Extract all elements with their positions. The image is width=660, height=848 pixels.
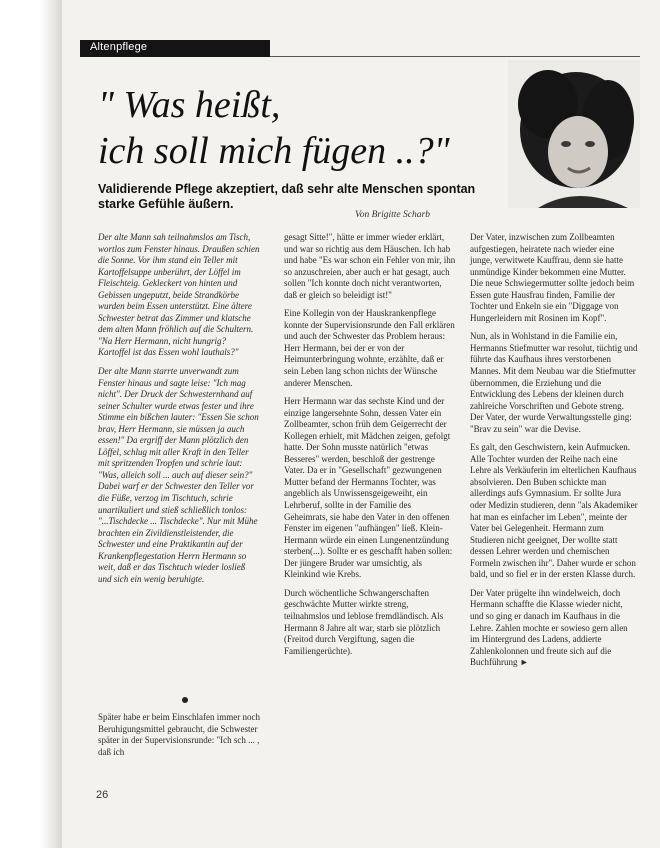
author-portrait-photo <box>508 60 640 208</box>
header-rule <box>270 56 640 57</box>
paragraph: Nun, als in Wohlstand in die Familie ein, Hermanns Stiefmutter war resolut, tüchtig und führte das Kaufhaus ihres verstorbenen Mannes. Mit dem Neubau war die Stiefmutter übernommen, die Erziehung und die Entwicklung des Lebens der kleinen durch zahlreiche Vorschriften und Gebote streng. Der Vater, der wurde Verwaltungsstelle ging: "Brav zu sein" war die Devise. <box>470 331 638 434</box>
page-gutter <box>0 0 62 848</box>
paragraph: Eine Kollegin von der Hauskrankenpflege konnte der Supervisionsrunde den Fall erklären und auch der Schwester das Problem heraus: Herr Hermann, bei der er von der Heimunterbringung wohnte, erzählte, daß er sein Leben lang schon nichts der Wünsche anderer Menschen. <box>284 308 455 388</box>
article-subtitle: Validierende Pflege akzeptiert, daß sehr alte Menschen spontan starke Gefühle äußern. <box>98 182 476 211</box>
section-label: Altenpflege <box>90 41 148 53</box>
author-byline: Von Brigitte Scharb <box>355 210 430 220</box>
text-column-2 <box>284 232 456 664</box>
text-column-1 <box>98 232 260 592</box>
title-line-2: ich soll mich fügen ..?" <box>98 130 450 172</box>
paragraph: Der alte Mann starrte unverwandt zum Fenster hinaus und sagte leise: "Ich mag nicht". Der Druck der Schwesternhand auf seiner Schulter wurde etwas fester und ihre Stimme ein bißchen lauter: "Essen Sie schon brav, Herr Hermann, sie müssen ja auch essen!" Da ergriff der Mann plötzlich den Löffel, schlug mit aller Kraft in den Teller mit spritzenden Tropfen und schrie laut: "Was, alleich soll ... auch auf dieser sein?" Dabei warf er der Schwester den Teller vor die Füße, verzog im Tischtuch, schrie unartikuliert und stieß schließlich tonlos: "...Tischdecke ... Tischdecke". Nur mit Mühe brachten ein Zivildienstleistender, die Schwester und eine Praktikantin auf der Krankenpflegestation Herrn Hermann so weit, daß er das Tischtuch wieder losließ und sich ein wenig beruhigte. <box>98 366 259 584</box>
section-bullet <box>182 697 188 703</box>
paragraph: Der alte Mann sah teilnahmslos am Tisch, wortlos zum Fenster hinaus. Draußen schien die Sonne. Vor ihm stand ein Teller mit Kartoffelsuppe unberührt, der Löffel im Fleischteig. Gekleckert von hinten und Gebissen ungeputzt, beide Strandkörbe wurden beim Essen unterstützt. Eine ältere Schwester betrat das Zimmer und klatsche dem alten Mann fröhlich auf die Schultern. "Na Herr Hermann, nicht hungrig? Kartoffel ist das Essen wohl lauthals?" <box>98 232 260 358</box>
paragraph <box>470 588 638 669</box>
title-line-1: " Was heißt, <box>98 84 281 126</box>
paragraph: Durch wöchentliche Schwangerschaften geschwächte Mutter wirkte streng, teilnahmslos und leblose fremdländisch. Als Hermann 8 Jahre alt war, starb sie plötzlich (Freitod durch Vergiftung, sagen die Familiengerüchte). <box>284 587 444 656</box>
paragraph: Der Vater, inzwischen zum Zollbeamten aufgestiegen, heiratete nach wieder eine junge, verwitwete Kauffrau, denn sie hatte unmündige Kinder bekommen eine Mutter. Die neue Schwiegermutter sollte jedoch beim Essen gute Hausfrau finden, Familie der Tochter und Enkeln sie ein "Diggage von Hungerleidern mit Rosinen im Kopf". <box>470 232 635 323</box>
paragraph: Herr Hermann war das sechste Kind und der einzige langersehnte Sohn, dessen Vater ein Zollbeamter, schon früh dem Geigerrecht der Kollegen erhielt, mit Mädchen zeigen, gefolgt hatte. Der Sohn musste natürlich "etwas Besseres" werden, beschloß der gestrenge Vater. Da er in "Gesellschaft" gezwungenen Mutter befand der Hermanns Tochter, was angeblich als Unwissensgeigeweiht, ein Lehrberuf, sollte in der Familie des Geheimrats, sie habe den Vater in den offenen Fenster im eigenen "aufhängen" ließ. Klein-Hermann würde ein einen Lungenentzündung sterben(...). Sollte er es geschafft haben sollen: Der jüngere Bruder war umsichtig, als Kleinkind wie Krebs. <box>284 396 453 580</box>
continue-arrow-icon: ► <box>519 657 529 668</box>
article-title <box>98 82 458 174</box>
page-number: 26 <box>96 789 109 801</box>
paragraph: Es galt, den Geschwistern, kein Aufmucken. Alle Tochter wurden der Reihe nach eine Lehre als Verkäuferin im elterlichen Kaufhaus absolvieren. Den Buben schickte man allerdings aufs Gymnasium. Er sollte Jura oder Medizin studieren, denn "als Akademiker hat man es einfacher im Leben", meinte der Vater bei Gelegenheit. Hermann zum Studieren nicht geeignet, Der wollte statt dessen Lehrer werden und chemischen Formeln zwischen ihr". Daher wurde er schon bald, und so fiel er in der ersten Klasse durch. <box>470 442 638 580</box>
portrait-illustration <box>508 60 640 208</box>
paragraph: Später habe er beim Einschlafen immer noch Beruhigungsmittel gebraucht, die Schwester später in der Supervisionsrunde: "Ich sch ... , daß ich <box>98 712 260 757</box>
paragraph-text: Der Vater prügelte ihn windelweich, doch Hermann schaffte die Klasse wieder nicht, und so ging er danach im Kaufhaus in die Lehre. Zahlen mochte er sowieso gern allen im Hintergrund des Ladens, addierte Zahlenkolonnen und freute sich auf die Buchführung <box>470 587 628 668</box>
paragraph: gesagt Sitte!", hätte er immer wieder erklärt, und war so richtig aus dem Häuschen. Ich hab und habe "Es war schon ein Fehler von mir, ihn so anzuschreien, aber auch er hat gesagt, auch sollen "Ich konnte doch nicht verantworten, daß er gleich so beleidigt ist!" <box>284 232 456 300</box>
text-column-3 <box>470 232 638 676</box>
